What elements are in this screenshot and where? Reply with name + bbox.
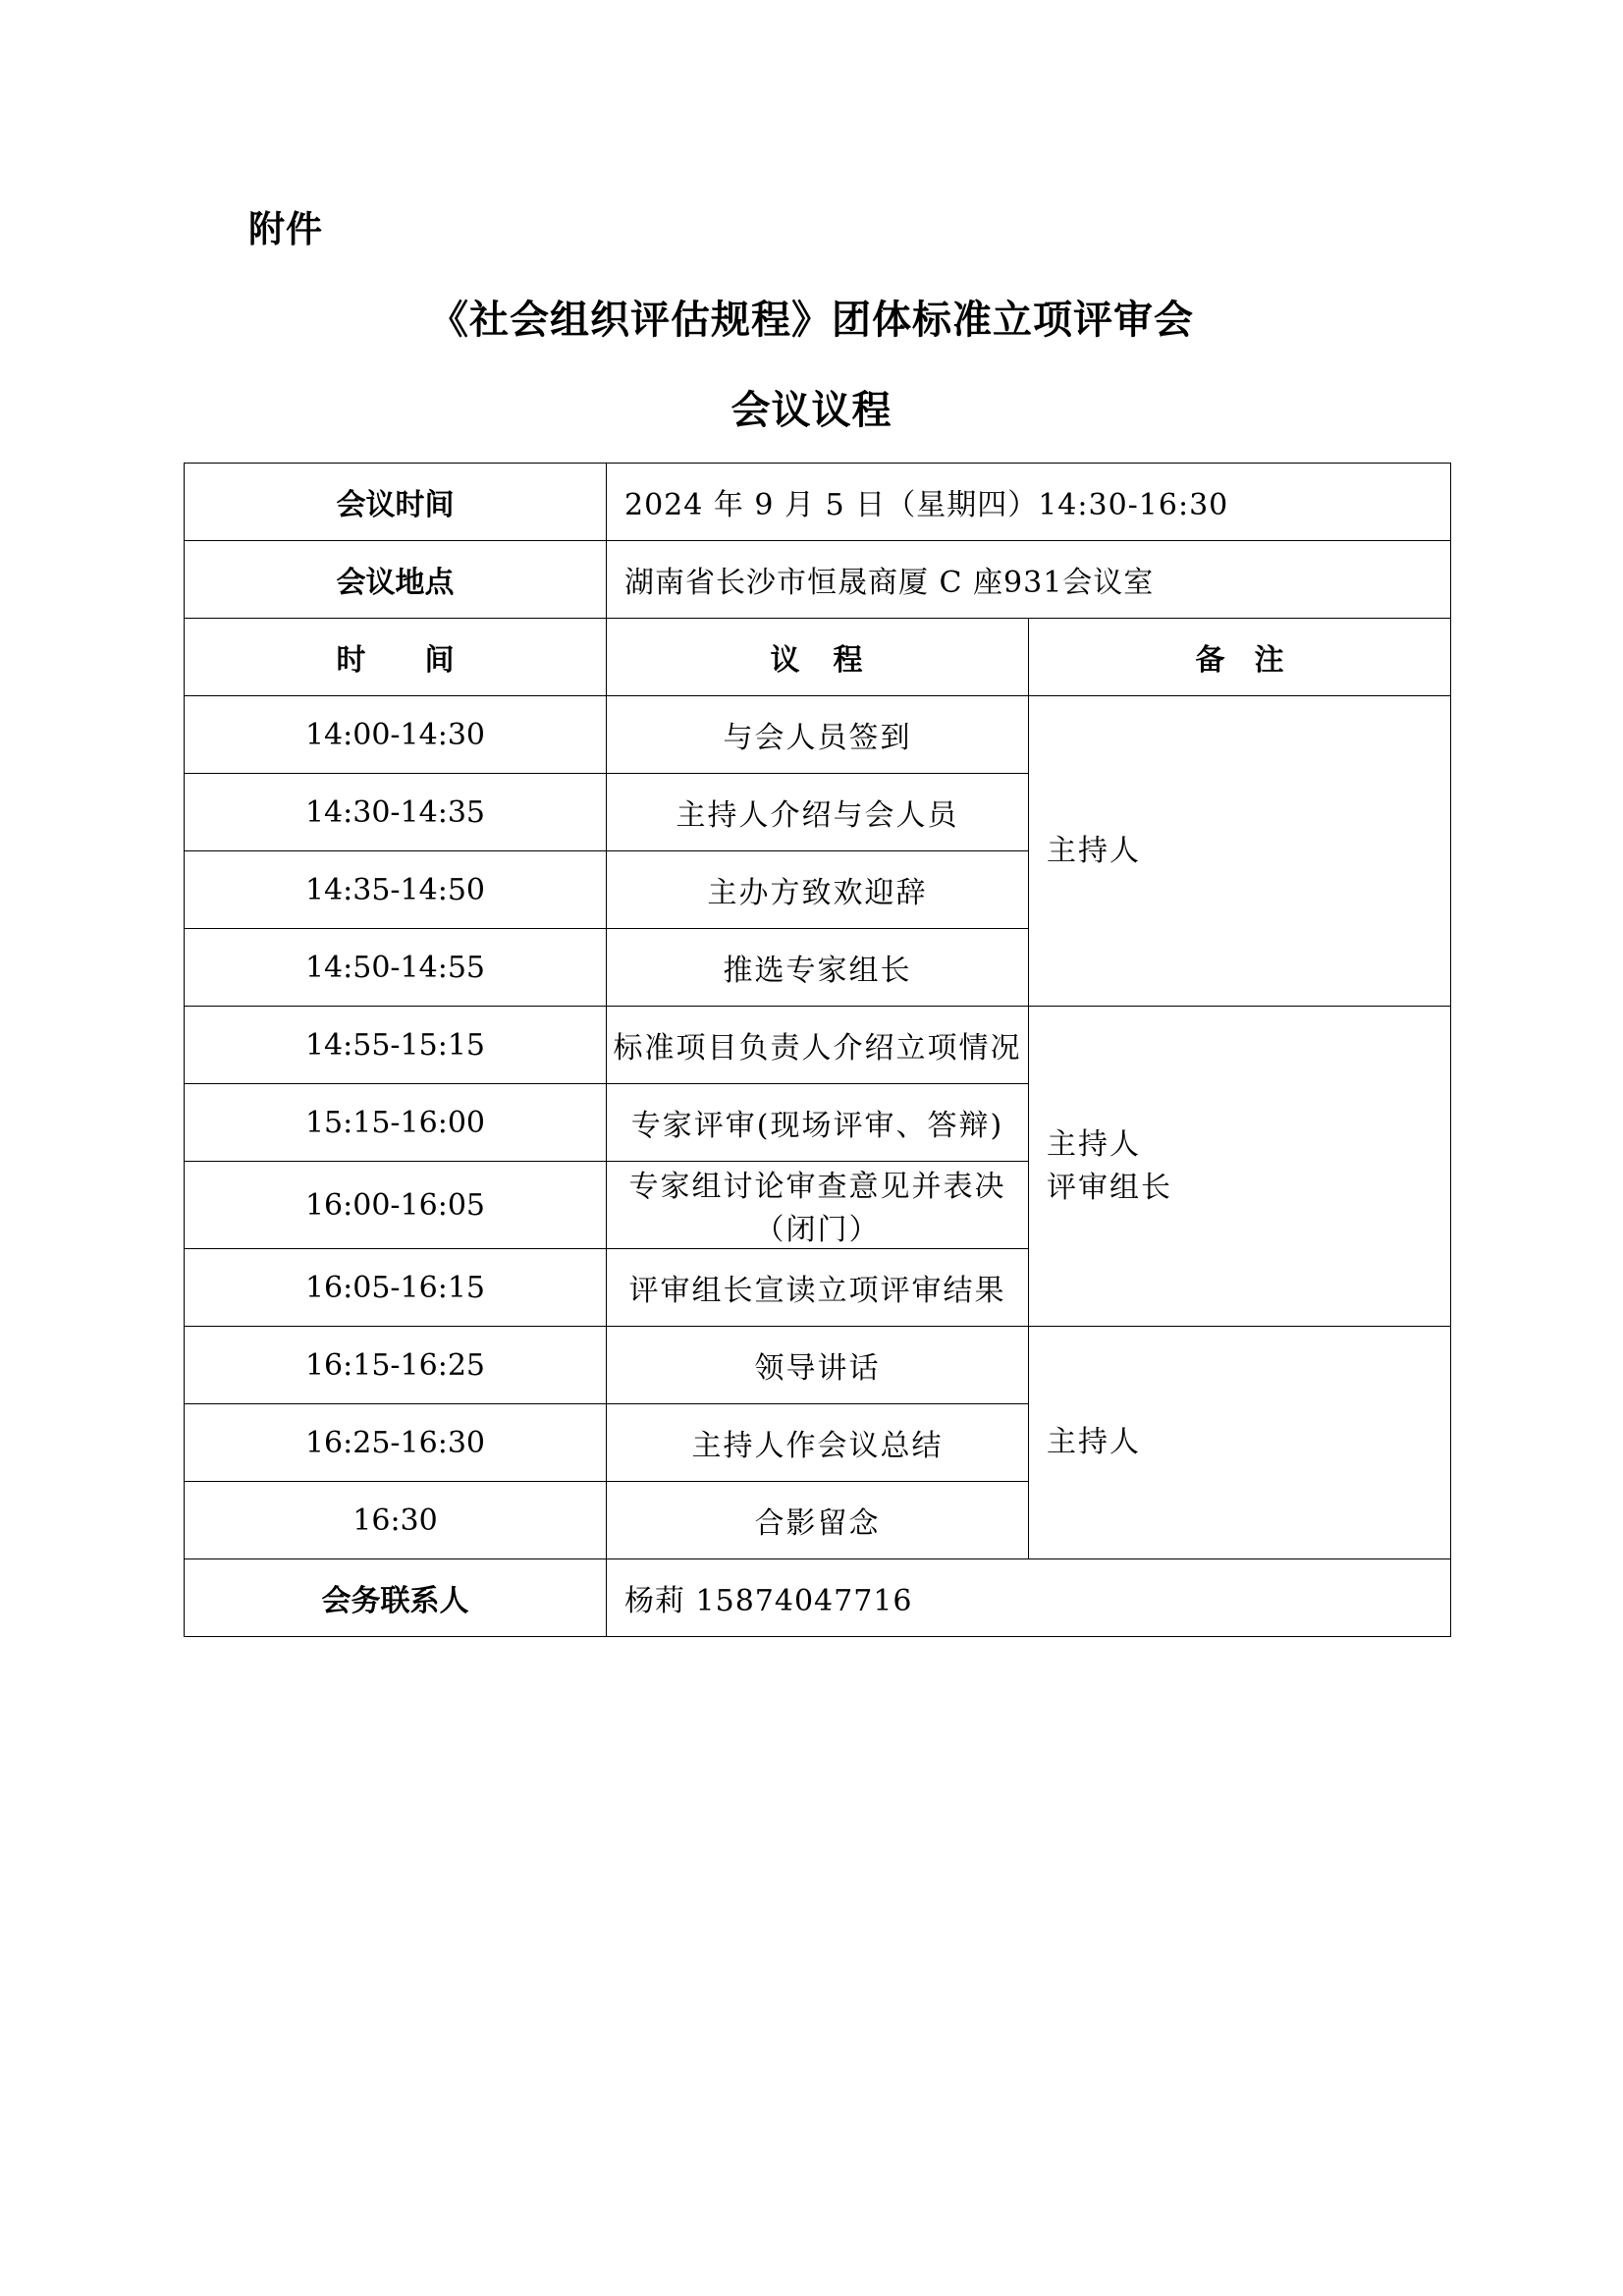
table-row [185, 1327, 1451, 1404]
row-time: 16:30 [185, 1482, 607, 1559]
note-line: 评审组长 [1047, 1170, 1172, 1205]
row-time: 14:35-14:50 [185, 851, 607, 929]
meeting-time-row [185, 464, 1451, 541]
meeting-time-label: 会议时间 [185, 464, 607, 541]
row-time: 15:15-16:00 [185, 1084, 607, 1162]
row-note [1029, 696, 1451, 1007]
table-row [185, 1007, 1451, 1084]
row-time: 16:15-16:25 [185, 1327, 607, 1404]
row-item: 主持人作会议总结 [607, 1404, 1029, 1482]
row-item: 主办方致欢迎辞 [607, 851, 1029, 929]
row-item: 评审组长宣读立项评审结果 [607, 1249, 1029, 1327]
document-title: 《社会组织评估规程》团体标准立项评审会 [429, 298, 1194, 343]
meeting-place-row [185, 541, 1451, 619]
row-item: 专家评审(现场评审、答辩) [607, 1084, 1029, 1162]
row-item: 主持人介绍与会人员 [607, 774, 1029, 851]
row-time: 14:55-15:15 [185, 1007, 607, 1084]
row-item: 合影留念 [607, 1482, 1029, 1559]
header-time: 时 间 [185, 619, 607, 696]
row-time: 14:00-14:30 [185, 696, 607, 774]
meeting-place-value: 湖南省长沙市恒晟商厦 C 座931会议室 [607, 541, 1451, 619]
contact-row [185, 1559, 1451, 1637]
row-item: 专家组讨论审查意见并表决（闭门） [607, 1162, 1029, 1249]
row-item: 标准项目负责人介绍立项情况 [607, 1007, 1029, 1084]
row-time: 16:05-16:15 [185, 1249, 607, 1327]
document-subtitle: 会议议程 [730, 388, 893, 433]
row-time: 16:00-16:05 [185, 1162, 607, 1249]
table-header-row [185, 619, 1451, 696]
row-time: 16:25-16:30 [185, 1404, 607, 1482]
header-agenda: 议 程 [607, 619, 1029, 696]
row-item: 与会人员签到 [607, 696, 1029, 774]
note-line: 主持人 [1047, 1425, 1141, 1459]
agenda-table [184, 463, 1451, 1637]
row-time: 14:50-14:55 [185, 929, 607, 1007]
row-item: 领导讲话 [607, 1327, 1029, 1404]
contact-value: 杨莉 15874047716 [607, 1559, 1451, 1637]
row-item: 推选专家组长 [607, 929, 1029, 1007]
attachment-label: 附件 [248, 208, 323, 250]
meeting-place-label: 会议地点 [185, 541, 607, 619]
meeting-time-value: 2024 年 9 月 5 日（星期四）14:30-16:30 [607, 464, 1451, 541]
contact-label: 会务联系人 [185, 1559, 607, 1637]
row-note [1029, 1327, 1451, 1559]
table-row [185, 696, 1451, 774]
note-line: 主持人 [1047, 833, 1141, 868]
header-note: 备 注 [1029, 619, 1451, 696]
note-line: 主持人 [1047, 1126, 1141, 1162]
row-note [1029, 1007, 1451, 1327]
row-time: 14:30-14:35 [185, 774, 607, 851]
